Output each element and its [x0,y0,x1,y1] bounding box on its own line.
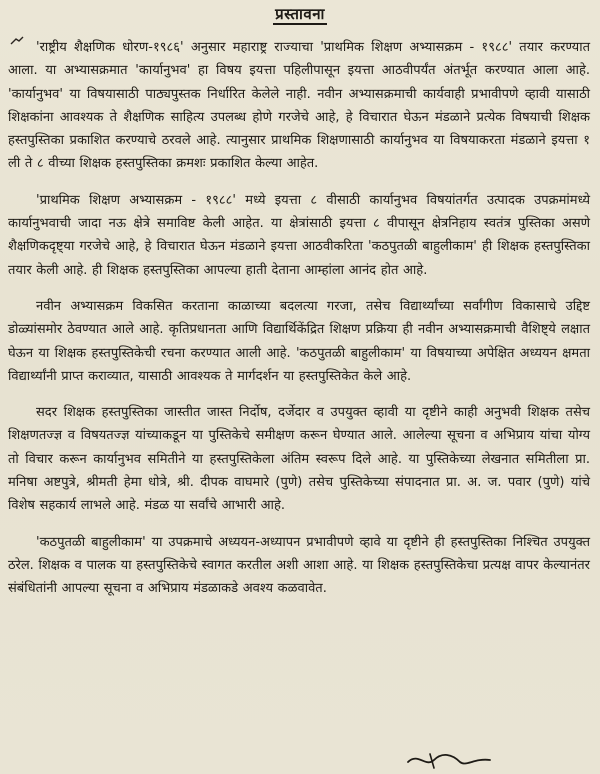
paragraph-3: नवीन अभ्यासक्रम विकसित करताना काळाच्या बदलत्या गरजा, तसेच विद्यार्थ्यांच्या सर्वांगीण विकासाचे उद्दिष्ट डोळ्यांसमोर ठेवण्यात आले आहे. कृतिप्रधानता आणि विद्यार्थिकेंद्रित शिक्षण प्रक्रिया ही नवीन अभ्यासक्रमाची वैशिष्ट्ये लक्षात घेऊन या शिक्षक हस्तपुस्तिकेची रचना करण्यात आली आहे. 'कठपुतळी बाहुलीकाम' या विषयाच्या अपेक्षित अध्ययन क्षमता विद्यार्थ्यांनी प्राप्त कराव्यात, यासाठी आवश्यक ते मार्गदर्शन या हस्तपुस्तिकेत केले आहे. [8,298,590,384]
paragraph-1: 'राष्ट्रीय शैक्षणिक धोरण-१९८६' अनुसार महाराष्ट्र राज्याचा 'प्राथमिक शिक्षण अभ्यासक्रम - १९८८' तयार करण्यात आला. या अभ्यासक्रमात 'कार्यानुभव' हा विषय इयत्ता पहिलीपासून इयत्ता आठवीपर्यंत अंतर्भूत करण्यात आला आहे. 'कार्यानुभव' या विषयासाठी पाठ्यपुस्तक निर्धारित केलेले नाही. नवीन अभ्यासक्रमाची कार्यवाही प्रभावीपणे व्हावी यासाठी शिक्षकांना आवश्यक ते शैक्षणिक साहित्य उपलब्ध होणे गरजेचे आहे, हे विचारात घेऊन मंडळाने प्रत्येक विषयाची शिक्षक हस्तपुस्तिका प्रकाशित करण्याचे ठरवले आहे. त्यानुसार प्राथमिक शिक्षणासाठी कार्यानुभव या विषयाकरता मंडळाने इयत्ता १ ली ते ८ वीच्या शिक्षक हस्तपुस्तिका क्रमशः प्रकाशित केल्या आहेत. [8,40,590,172]
page-title [0,4,600,24]
paragraph-4: सदर शिक्षक हस्तपुस्तिका जास्तीत जास्त निर्दोष, दर्जेदार व उपयुक्त व्हावी या दृष्टीने काही अनुभवी शिक्षक तसेच शिक्षणतज्ज्ञ व विषयतज्ज्ञ यांच्याकडून या पुस्तिकेचे समीक्षण करून घेण्यात आले. आलेल्या सूचना व अभिप्राय यांचा योग्य तो विचार करून कार्यानुभव समितीने या हस्तपुस्तिकेला अंतिम स्वरूप दिले आहे. या पुस्तिकेच्या लेखनात समितीला प्रा. मनिषा अष्टपुत्रे, श्रीमती हेमा धोत्रे, श्री. दीपक वाघमारे (पुणे) तसेच पुस्तिकेच्या संपादनात प्रा. अ. ज. पवार (पुणे) यांचे विशेष सहकार्य लाभले आहे. मंडळ या सर्वांचे आभारी आहे. [8,405,590,514]
heading-text: प्रस्तावना [275,5,325,23]
signature-mark [404,748,494,772]
paragraph-5: 'कठपुतळी बाहुलीकाम' या उपक्रमाचे अध्ययन-अध्यापन प्रभावीपणे व्हावे या दृष्टीने ही हस्तपुस्तिका निश्चित उपयुक्त ठरेल. शिक्षक व पालक या हस्तपुस्तिकेचे स्वागत करतील अशी आशा आहे. या शिक्षक हस्तपुस्तिकेचा प्रत्यक्ष वापर केल्यानंतर संबंधितांनी आपल्या सूचना व अभिप्राय मंडळाकडे अवश्य कळवावेत. [8,534,590,597]
paragraph-2: 'प्राथमिक शिक्षण अभ्यासक्रम - १९८८' मध्ये इयत्ता ८ वीसाठी कार्यानुभव विषयांतर्गत उत्पादक उपक्रमांमध्ये कार्यानुभवाची जादा नऊ क्षेत्रे समाविष्ट केली आहेत. या क्षेत्रांसाठी इयत्ता ८ वीपासून क्षेत्रनिहाय स्वतंत्र पुस्तिका असणे शैक्षणिकदृष्ट्या गरजेचे आहे, हे विचारात घेऊन मंडळाने इयत्ता आठवीकरिता 'कठपुतळी बाहुलीकाम' ही शिक्षक हस्तपुस्तिका तयार केली आहे. ही शिक्षक हस्तपुस्तिका आपल्या हाती देताना आम्हांला आनंद होत आहे. [8,192,590,278]
document-body [8,36,590,614]
